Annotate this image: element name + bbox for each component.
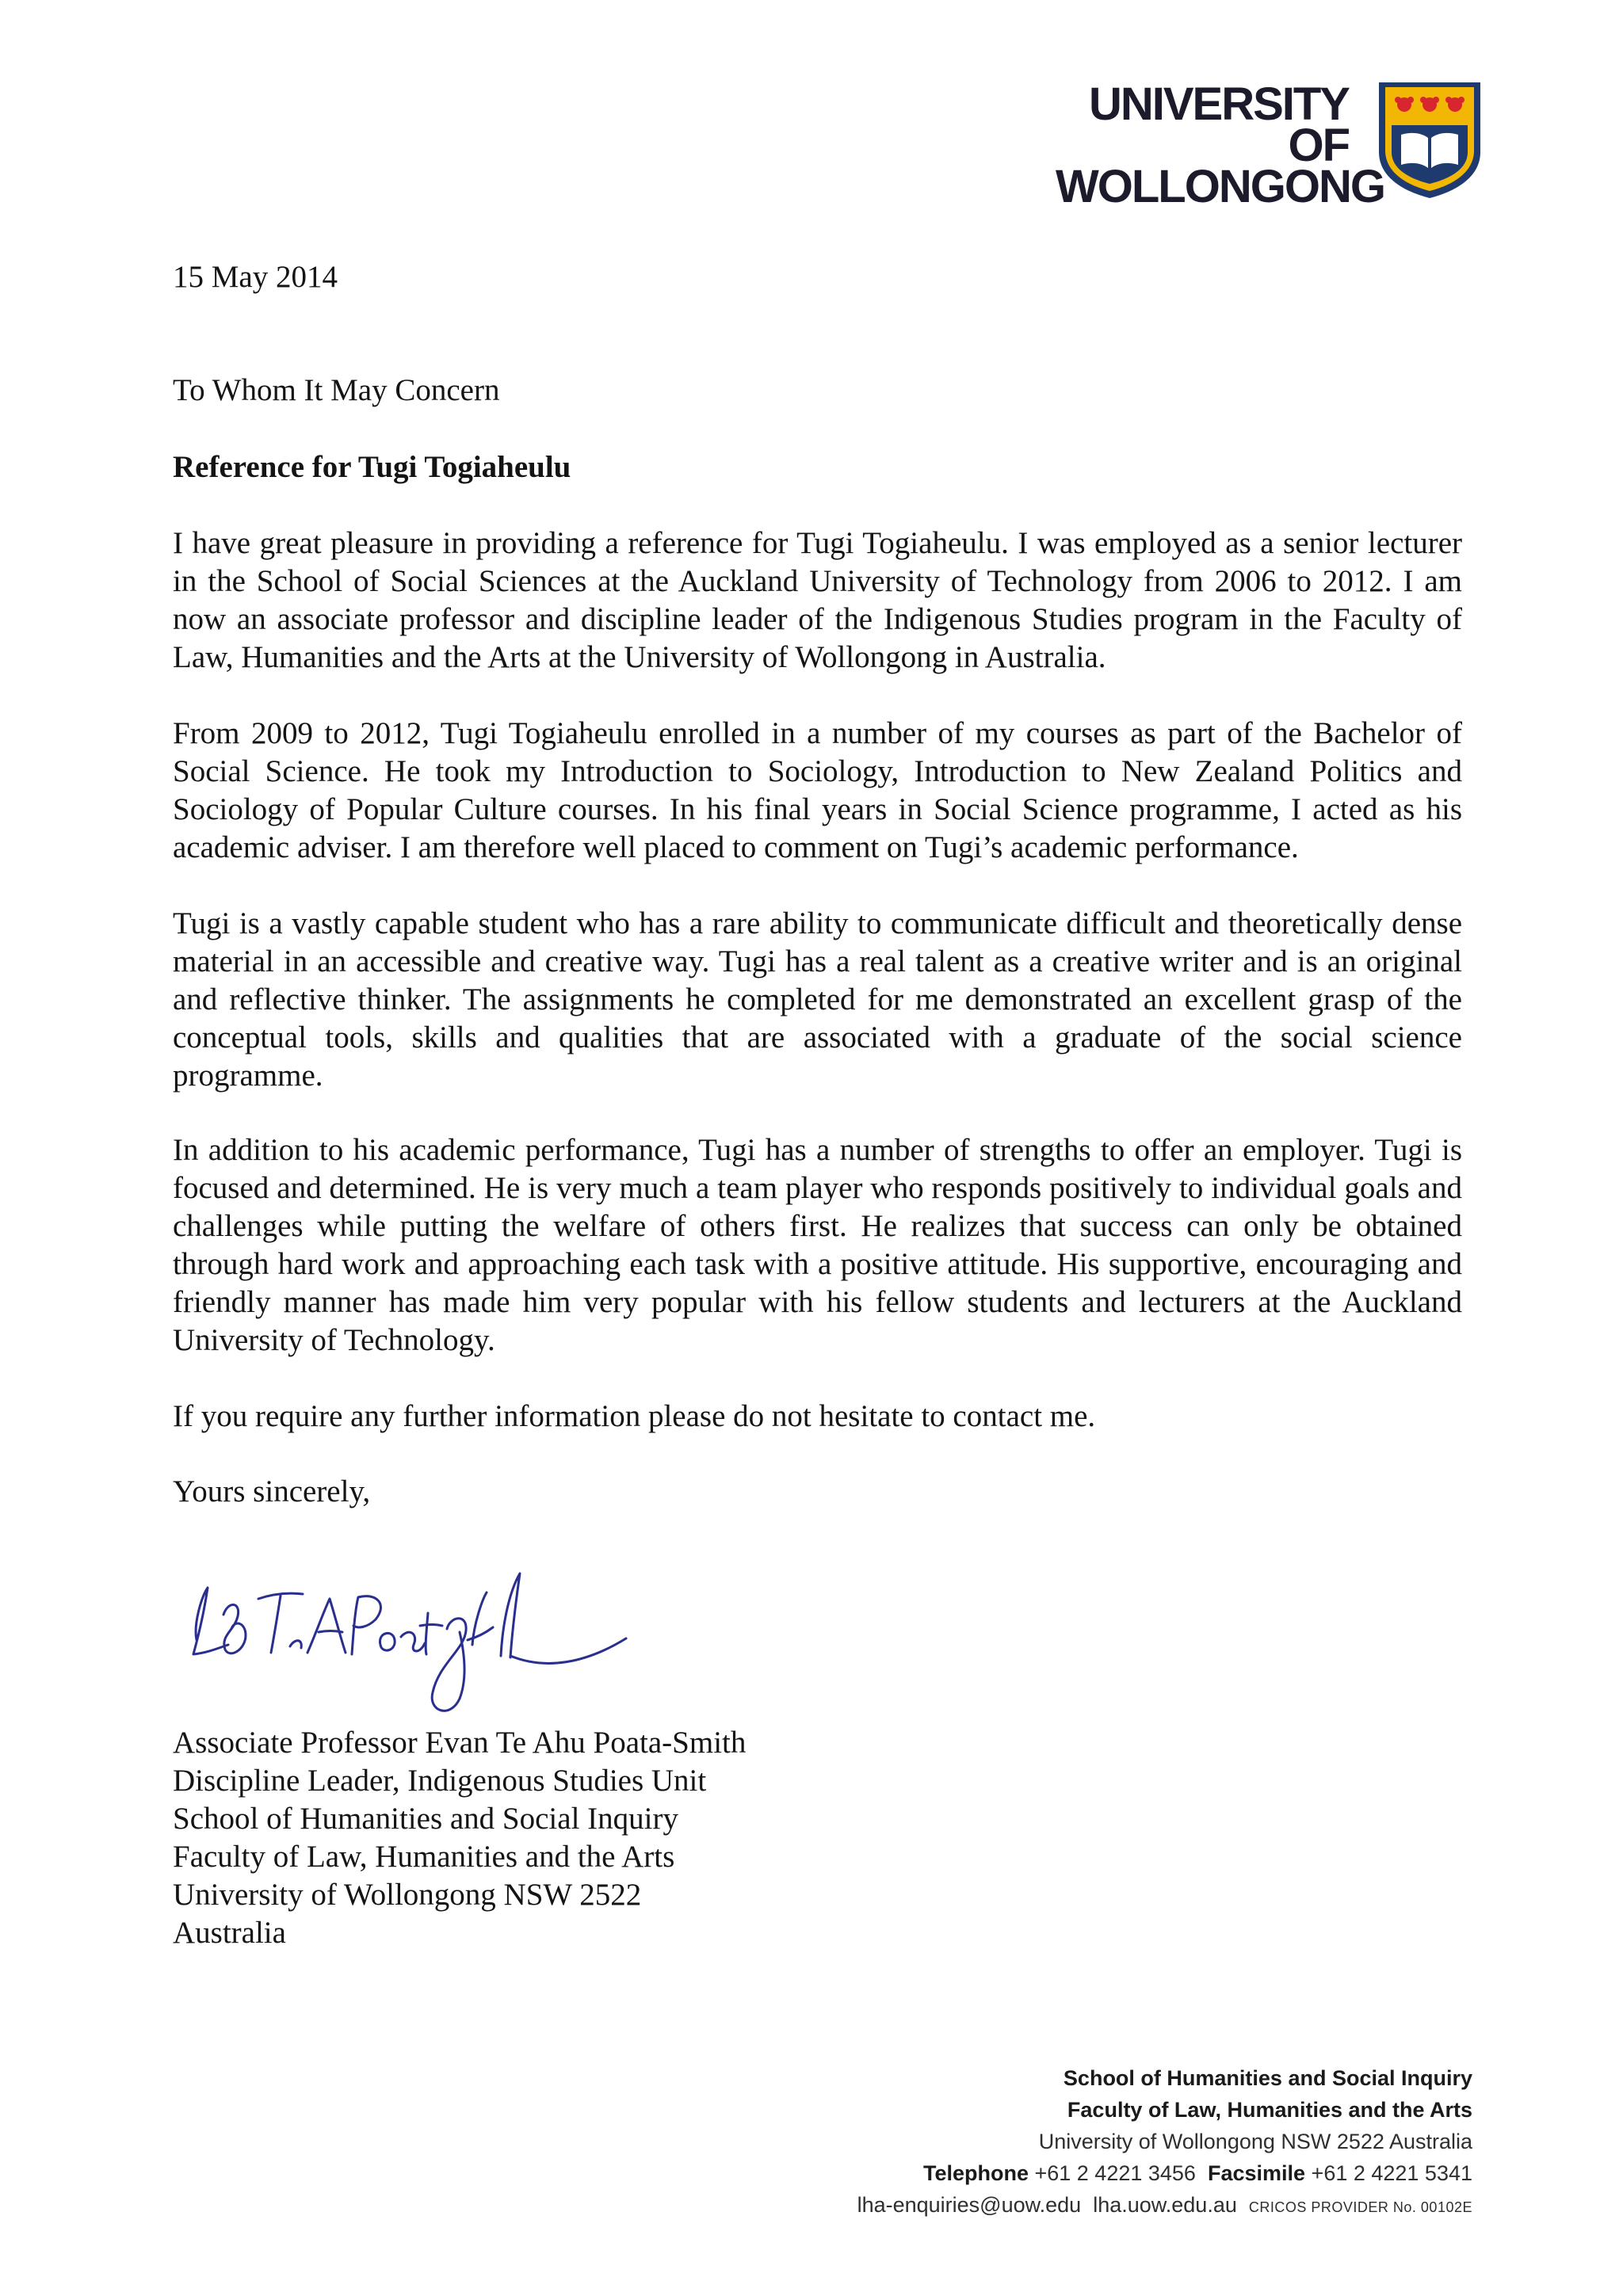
subject-line: Reference for Tugi Togiaheulu: [173, 450, 571, 484]
footer-website[interactable]: lha.uow.edu.au: [1093, 2193, 1237, 2217]
paragraph-4: In addition to his academic performance, Tugi has a number of strengths to offer an employer. Tugi is focused and determined. He is very much a team player who responds positively to individual goals and challenges while putting the welfare of others first. He realizes that success can only be obtained through hard work and approaching each task with a positive attitude. His supportive, encouraging and friendly manner has made him very popular with his fellow students and lecturers at the Auckland University of Technology.: [173, 1133, 1462, 1357]
signatory-faculty: Faculty of Law, Humanities and the Arts: [173, 1840, 675, 1874]
paragraph-3: Tugi is a vastly capable student who has a rare ability to communicate difficult and theoretically dense material in an accessible and creative way. Tugi has a real talent as a creative writer and is an original and reflective thinker. The assignments he completed for me demonstrated an excellent grasp of the conceptual tools, skills and qualities that are associated with a graduate of the social science programme.: [173, 906, 1462, 1093]
letterhead-footer: [759, 2062, 1472, 2223]
telephone-label: Telephone: [922, 2161, 1029, 2185]
footer-faculty: Faculty of Law, Humanities and the Arts: [1067, 2098, 1472, 2122]
signatory-name: Associate Professor Evan Te Ahu Poata-Smith: [173, 1726, 747, 1760]
facsimile-number: +61 2 4221 5341: [1311, 2161, 1472, 2185]
closing: Yours sincerely,: [173, 1474, 371, 1508]
signatory-title: Discipline Leader, Indigenous Studies Unit: [173, 1764, 707, 1798]
logo-wordmark: [1056, 78, 1384, 212]
university-logo: [1056, 78, 1484, 212]
signatory-country: Australia: [173, 1916, 286, 1950]
salutation: To Whom It May Concern: [173, 373, 500, 407]
handwritten-signature: [173, 1537, 632, 1719]
paragraph-2: From 2009 to 2012, Tugi Togiaheulu enrolled in a number of my courses as part of the Bachelor of Social Science. He took my Introduction to Sociology, Introduction to New Zealand Politics and Sociology of Popular Culture courses. In his final years in Social Science programme, I acted as his academic adviser. I am therefore well placed to comment on Tugi’s academic performance.: [173, 716, 1462, 864]
facsimile-label: Facsimile: [1207, 2161, 1306, 2185]
footer-web-line: [759, 2189, 1472, 2223]
logo-line-2: WOLLONGONG: [1056, 161, 1384, 212]
telephone-number: +61 2 4221 3456: [1034, 2161, 1196, 2185]
footer-email[interactable]: lha-enquiries@uow.edu: [857, 2193, 1082, 2217]
logo-line-1: UNIVERSITY OF: [1088, 78, 1349, 171]
footer-contact-line: [759, 2157, 1472, 2189]
signatory-school: School of Humanities and Social Inquiry: [173, 1802, 678, 1836]
letter-date: 15 May 2014: [173, 260, 338, 294]
footer-school: School of Humanities and Social Inquiry: [1063, 2066, 1472, 2090]
paragraph-5: If you require any further information please do not hesitate to contact me.: [173, 1399, 1096, 1433]
signatory-address: University of Wollongong NSW 2522: [173, 1878, 642, 1912]
crest-icon: [1376, 79, 1484, 200]
cricos-number: CRICOS PROVIDER No. 00102E: [1248, 2199, 1472, 2215]
footer-address: University of Wollongong NSW 2522 Australia: [1038, 2130, 1472, 2153]
signatory-block: [173, 1724, 746, 1952]
paragraph-1: I have great pleasure in providing a reference for Tugi Togiaheulu. I was employed as a senior lecturer in the School of Social Sciences at the Auckland University of Technology from 2006 to 2012. I am now an associate professor and discipline leader of the Indigenous Studies program in the Faculty of Law, Humanities and the Arts at the University of Wollongong in Australia.: [173, 526, 1462, 674]
